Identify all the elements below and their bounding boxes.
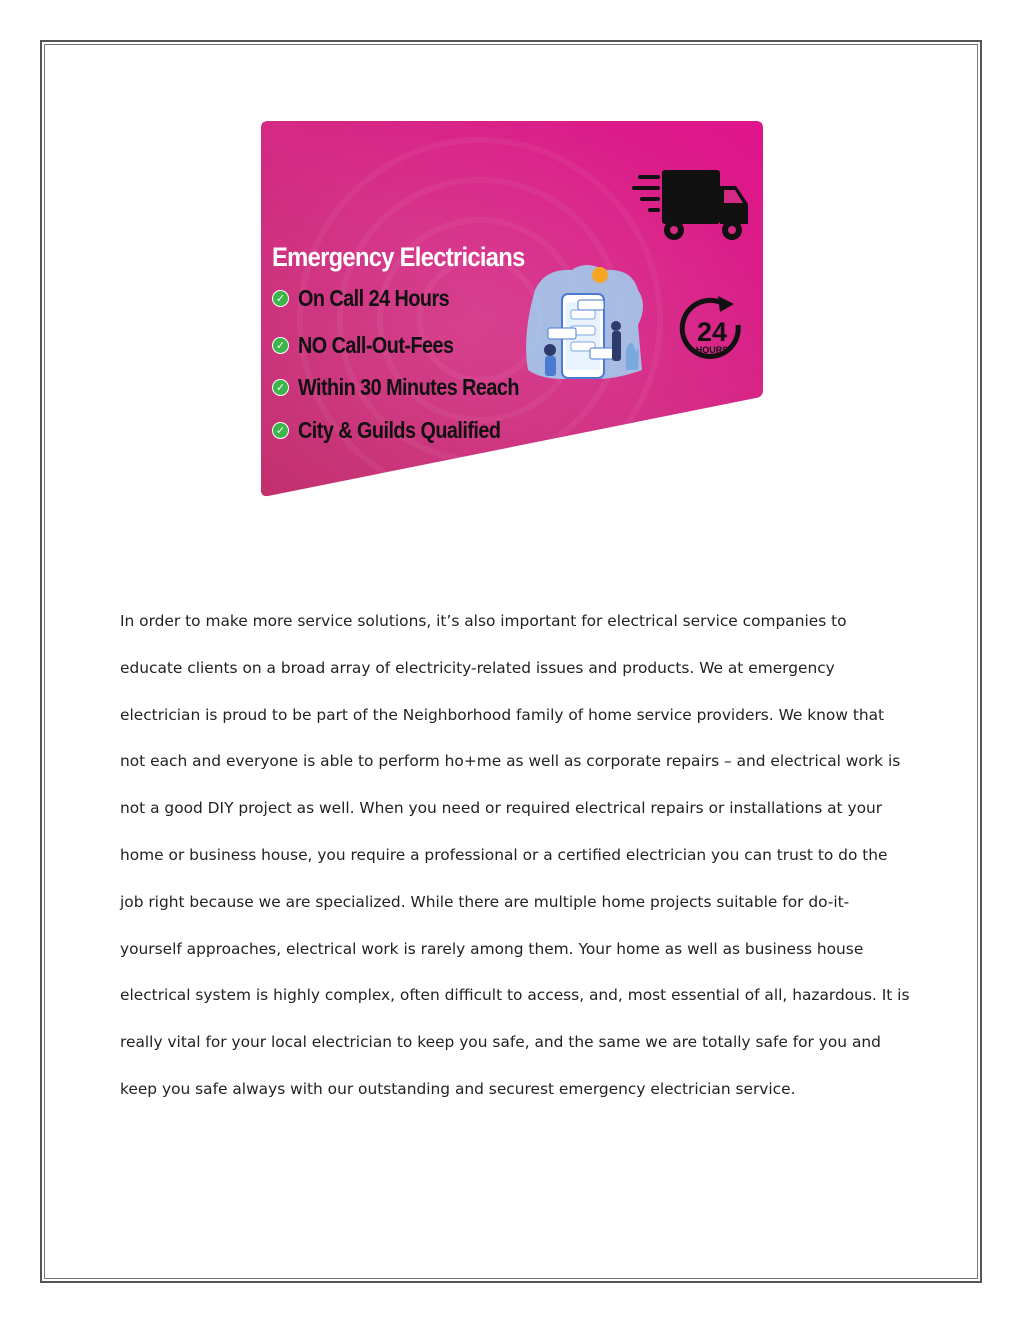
feature-label: City & Guilds Qualified [298,417,501,443]
banner-title: Emergency Electricians [272,242,525,272]
feature-label: NO Call-Out-Fees [298,332,454,358]
feature-label: Within 30 Minutes Reach [298,374,519,400]
feature-item [272,417,533,444]
badge-number: 24 [696,317,728,347]
badge-label: HOURS [695,345,729,355]
feature-item [272,374,555,401]
check-icon: ✓ [272,337,289,354]
emergency-electricians-banner [260,120,764,498]
feature-item [272,285,474,312]
check-icon: ✓ [272,422,289,439]
body-paragraph: In order to make more service solutions, it’s also important for electrical service companies to educate clients on a broad array of electricity-related issues and products. We at emergency electrician is proud to be part of the Neighborhood family of home service providers. We know that not each and everyone is able to perform ho+me as well as corporate repairs – and electrical work is not a good DIY project as well. When you need or required electrical repairs or installations at your home or business house, you require a professional or a certified electrician you can trust to do the job right because we are specialized. While there are multiple home projects suitable for do-it-yourself approaches, electrical work is rarely among them. Your home as well as business house electrical system is highly complex, often difficult to access, and, most essential of all, hazardous. It is really vital for your local electrician to keep you safe, and the same we are totally safe for you and keep you safe always with our outstanding and securest emergency electrician service. [120,612,910,1098]
check-icon: ✓ [272,379,289,396]
mobile-service-illustration [526,265,643,379]
check-icon: ✓ [272,290,289,307]
feature-label: On Call 24 Hours [298,285,450,311]
feature-item [272,332,479,359]
